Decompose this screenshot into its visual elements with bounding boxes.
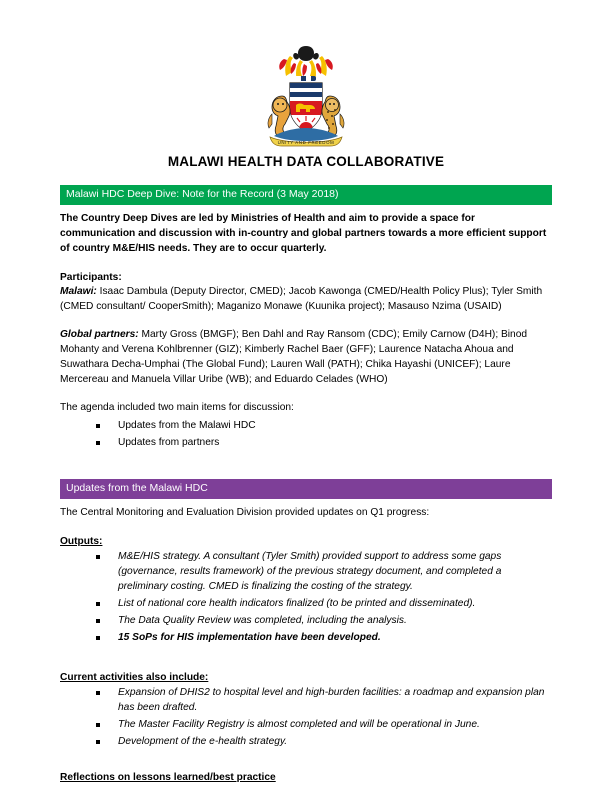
list-item [96,631,552,646]
participants-malawi [60,285,552,315]
emblem-container [60,0,552,148]
outputs-item-text: List of national core health indicators finalized (to be printed and disseminated). [118,598,476,609]
updates-intro: The Central Monitoring and Evaluation Division provided updates on Q1 progress: [60,507,430,519]
current-activities-heading: Current activities also include: [60,671,209,683]
bullet-square-icon [96,555,100,559]
list-item [96,550,552,595]
list-item [96,718,552,733]
agenda-item-text: Updates from the Malawi HDC [118,419,256,431]
bullet-square-icon [96,691,100,695]
bullet-square-icon [96,740,100,744]
list-item [96,597,552,612]
current-item-text: Expansion of DHIS2 to hospital level and high-burden facilities: a roadmap and expansion plan has been drafted. [118,686,545,713]
outputs-heading: Outputs: [60,536,103,548]
svg-text:UNITY AND FREEDOM: UNITY AND FREEDOM [277,140,335,145]
bullet-square-icon [96,424,100,428]
outputs-list [60,550,552,646]
bullet-square-icon [96,636,100,640]
participants-malawi-list: Isaac Dambula (Deputy Director, CMED); Jacob Kawonga (CMED/Health Policy Plus); Tyler Smith (CMED consultant/ CooperSmith); Maganizo Monawe (Kuunika project); Masauso Nzima (USAID) [60,286,543,313]
current-item-text: Development of the e-health strategy. [118,735,288,747]
current-activities-list [60,686,552,750]
bullet-square-icon [96,619,100,623]
list-item [96,436,552,451]
current-item-text: The Master Facility Registry is almost completed and will be operational in June. [118,718,480,730]
outputs-item-text: The Data Quality Review was completed, including the analysis. [118,614,407,626]
participants-global [60,328,552,388]
intro-paragraph: The Country Deep Dives are led by Ministries of Health and aim to provide a space for communication and discussion with in-country and global partners towards a more efficient support of country M&E/HIS needs. They are to occur quarterly. [60,213,547,255]
malawi-coat-of-arms-icon [260,36,352,148]
agenda-list [60,419,552,451]
agenda-intro: The agenda included two main items for discussion: [60,401,294,413]
agenda-item-text: Updates from partners [118,436,220,448]
participants-global-label: Global partners: [60,329,139,341]
bullet-square-icon [96,441,100,445]
list-item [96,419,552,434]
reflections-heading: Reflections on lessons learned/best practice [60,771,276,783]
outputs-item-text: M&E/HIS strategy. A consultant (Tyler Smith) provided support to address some gaps (governance, results framework) of the previous strategy document, and completed a preliminary costing. CMED is finalizing the costing of the strategy. [118,551,502,593]
outputs-item-text: 15 SoPs for HIS implementation have been developed. [118,631,381,643]
participants-heading: Participants: [60,272,122,284]
page-title: MALAWI HEALTH DATA COLLABORATIVE [167,154,445,169]
bullet-square-icon [96,723,100,727]
list-item [96,735,552,750]
list-item [96,686,552,716]
participants-global-list: Marty Gross (BMGF); Ben Dahl and Ray Ransom (CDC); Emily Carnow (D4H); Binod Mohanty and Verena Kohlbrenner (GIZ); Kimberly Rachel Baer (GFF); Laurence Natacha Ahoua and Suwathara Decha-Umphai (The Global Fund); Lauren Wall (PATH); Chika Hayashi (UNICEF); Laure Mercereau and Manuela Villar Uribe (WB); and Eduardo Celades (WHO) [60,329,528,385]
section-header-note: Malawi HDC Deep Dive: Note for the Record (3 May 2018) [60,185,552,205]
bullet-square-icon [96,602,100,606]
list-item [96,614,552,629]
section-header-updates: Updates from the Malawi HDC [60,479,552,499]
participants-malawi-label: Malawi: [60,286,97,298]
